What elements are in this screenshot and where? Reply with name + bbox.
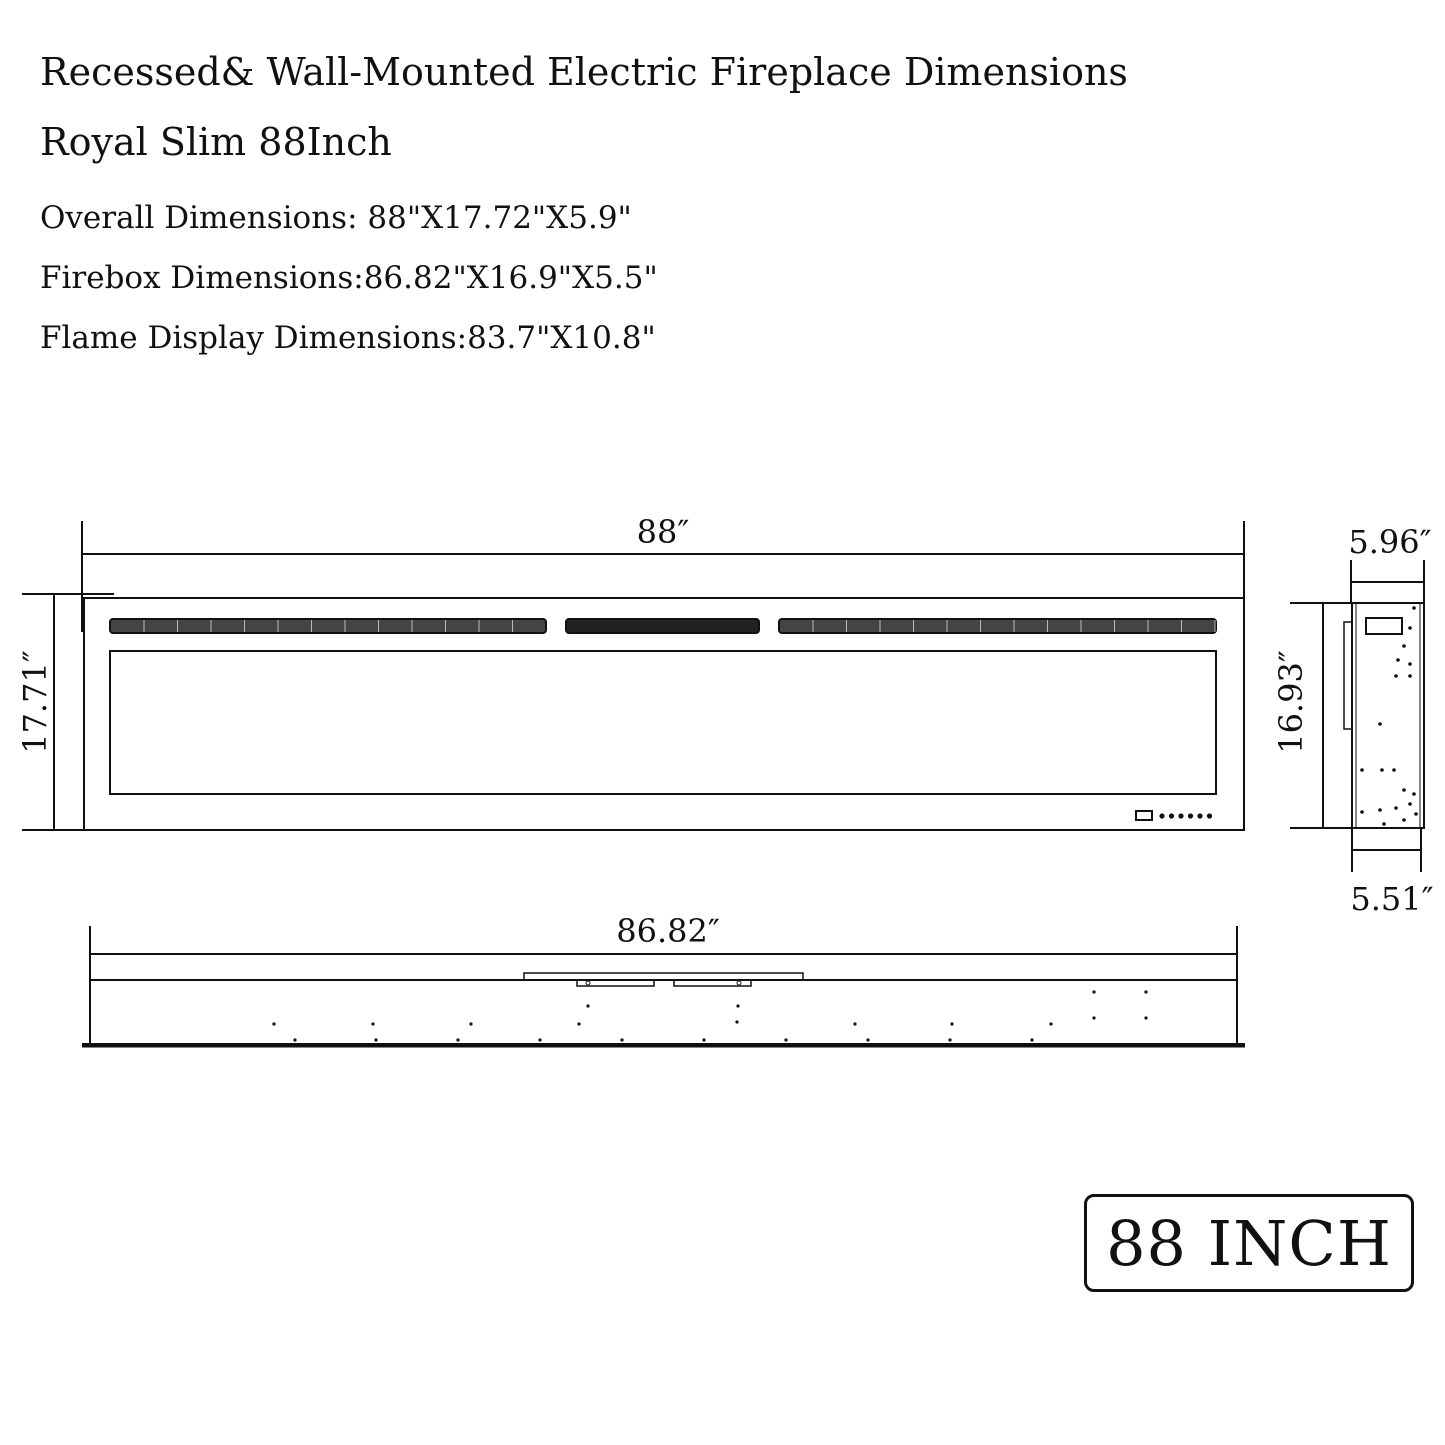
screw-hole xyxy=(1402,818,1406,822)
screw-hole xyxy=(1392,768,1396,772)
flame-display-window xyxy=(110,651,1216,794)
side-height-dimension xyxy=(1272,603,1352,828)
product-name: Royal Slim 88Inch xyxy=(40,120,392,164)
side-depth-top-dimension xyxy=(1348,523,1431,604)
control-button-dot xyxy=(1197,813,1202,818)
overall-dimensions-text: Overall Dimensions: 88"X17.72"X5.9" xyxy=(40,200,632,236)
center-vent xyxy=(566,619,759,633)
screw-hole xyxy=(866,1038,869,1041)
side-screw-holes xyxy=(1360,606,1418,826)
screw-hole xyxy=(1394,806,1398,810)
top-screw-holes xyxy=(272,990,1147,1041)
screw-hole xyxy=(1408,802,1412,806)
screw-hole xyxy=(1402,788,1406,792)
control-buttons xyxy=(1159,813,1212,818)
flame-display-dimensions-text: Flame Display Dimensions:83.7"X10.8" xyxy=(40,320,656,356)
screw-hole xyxy=(784,1038,787,1041)
screw-hole xyxy=(853,1022,856,1025)
size-badge xyxy=(1084,1194,1414,1292)
side-mount-bracket xyxy=(1344,622,1352,729)
left-vent xyxy=(110,619,546,633)
front-height-label: 17.71″ xyxy=(16,650,54,754)
screw-hole xyxy=(1030,1038,1033,1041)
screw-hole xyxy=(735,1020,738,1023)
screw-hole xyxy=(702,1038,705,1041)
screw-hole xyxy=(736,1004,739,1007)
screw-hole xyxy=(620,1038,623,1041)
screw-hole xyxy=(293,1038,296,1041)
top-width-label: 86.82″ xyxy=(616,912,720,950)
screw-hole xyxy=(1144,1016,1147,1019)
control-button-dot xyxy=(1207,813,1212,818)
screw-hole xyxy=(1412,606,1416,610)
screw-hole xyxy=(1394,674,1398,678)
page-title: Recessed& Wall-Mounted Electric Fireplace Dimensions xyxy=(40,50,1128,94)
screw-hole xyxy=(1414,812,1418,816)
display-screen-icon xyxy=(1136,811,1152,820)
screw-hole xyxy=(1378,722,1382,726)
control-button-dot xyxy=(1159,813,1164,818)
screw-hole xyxy=(1402,644,1406,648)
top-mount-rail xyxy=(524,973,803,980)
screw-hole xyxy=(1092,1016,1095,1019)
screw-hole xyxy=(1144,990,1147,993)
right-vent xyxy=(779,619,1216,633)
front-view xyxy=(16,513,1244,830)
screw-hole xyxy=(1360,810,1364,814)
screw-hole xyxy=(1408,674,1412,678)
screw-hole xyxy=(1408,662,1412,666)
top-view xyxy=(82,912,1245,1046)
screw-hole xyxy=(948,1038,951,1041)
side-bracket-slot xyxy=(1366,618,1402,634)
control-button-dot xyxy=(1188,813,1193,818)
side-height-label: 16.93″ xyxy=(1272,650,1310,754)
side-view xyxy=(1272,523,1434,918)
side-depth-bottom-label: 5.51″ xyxy=(1350,880,1434,918)
screw-hole xyxy=(1049,1022,1052,1025)
screw-hole xyxy=(371,1022,374,1025)
screw-hole xyxy=(1412,792,1416,796)
control-button-dot xyxy=(1169,813,1174,818)
control-button-dot xyxy=(1178,813,1183,818)
screw-hole xyxy=(272,1022,275,1025)
screw-hole xyxy=(538,1038,541,1041)
screw-hole xyxy=(1408,626,1412,630)
size-badge-label: 88 INCH xyxy=(1106,1206,1392,1280)
screw-hole xyxy=(577,1022,580,1025)
screw-hole xyxy=(586,1004,589,1007)
firebox-dimensions-text: Firebox Dimensions:86.82"X16.9"X5.5" xyxy=(40,260,658,296)
front-width-label: 88″ xyxy=(636,513,690,551)
screw-hole xyxy=(950,1022,953,1025)
screw-hole xyxy=(1380,768,1384,772)
screw-hole xyxy=(1378,808,1382,812)
front-height-dimension xyxy=(16,594,114,830)
screw-hole xyxy=(1396,658,1400,662)
screw-hole xyxy=(1360,768,1364,772)
screw-hole xyxy=(469,1022,472,1025)
control-panel xyxy=(1136,811,1212,820)
side-depth-bottom-dimension xyxy=(1350,828,1433,918)
top-body xyxy=(90,980,1237,1044)
screw-hole xyxy=(456,1038,459,1041)
top-width-dimension xyxy=(90,912,1237,980)
screw-hole xyxy=(1382,822,1386,826)
side-depth-top-label: 5.96″ xyxy=(1348,523,1432,561)
screw-hole xyxy=(374,1038,377,1041)
front-width-dimension xyxy=(82,513,1244,632)
screw-hole xyxy=(1092,990,1095,993)
